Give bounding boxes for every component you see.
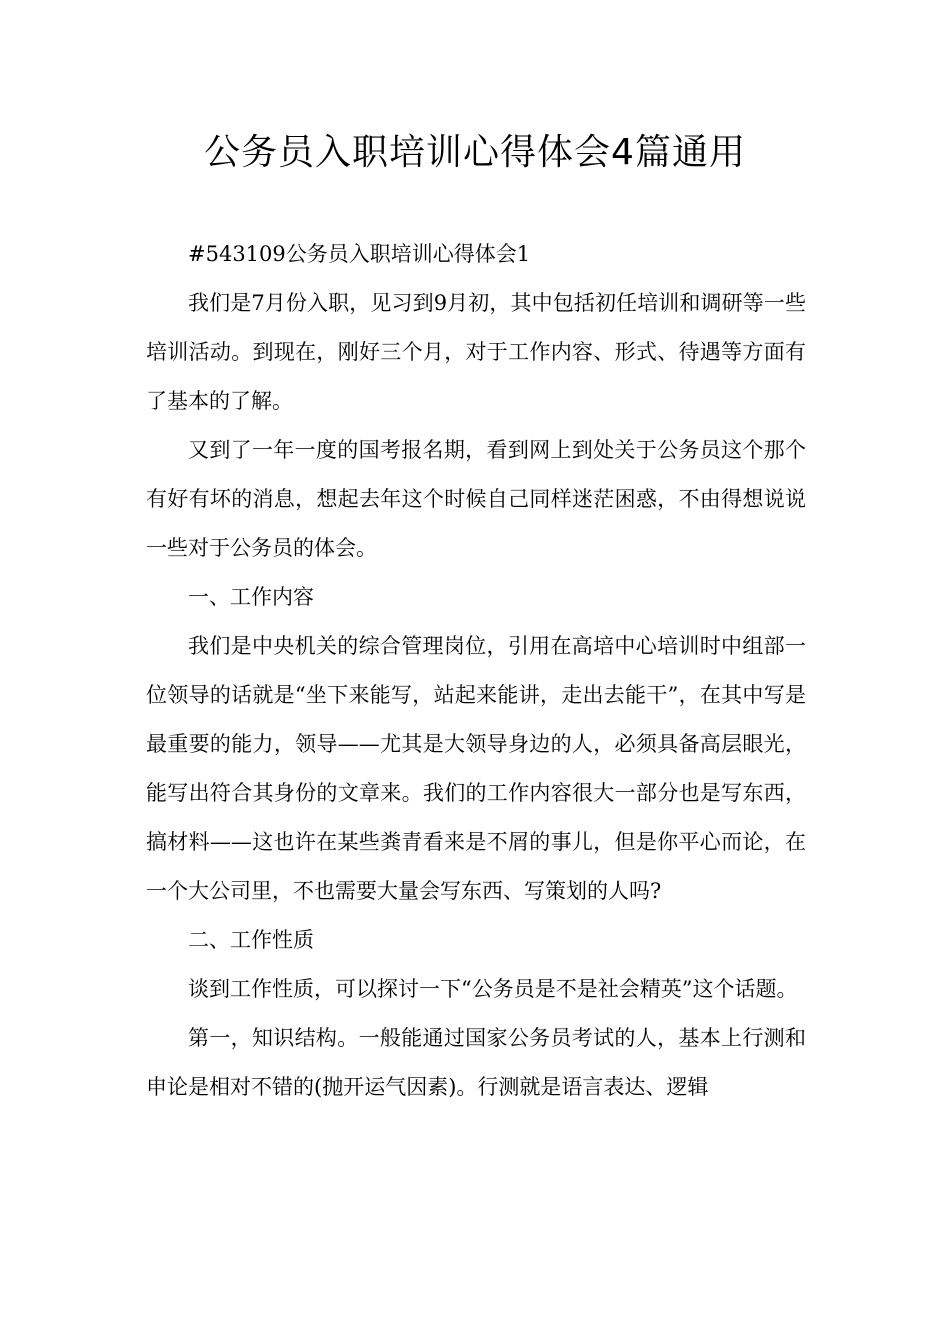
document-title: 公务员入职培训心得体会4篇通用 (204, 132, 746, 173)
section-heading: 二、工作性质 (188, 928, 314, 952)
paragraph: 第一，知识结构。一般能通过国家公务员考试的人，基本上行测和申论是相对不错的(抛开运气因素)。行测就是语言表达、逻辑 (146, 1026, 806, 1099)
paragraph: 谈到工作性质，可以探讨一下“公务员是不是社会精英”这个话题。 (188, 977, 798, 1001)
paragraph: 我们是中央机关的综合管理岗位，引用在高培中心培训时中组部一位领导的话就是“坐下来能写，站起来能讲，走出去能干”，在其中写是最重要的能力，领导——尤其是大领导身边的人，必须具备高层眼光，能写出符合其身份的文章来。我们的工作内容很大一部分也是写东西，搞材料——这也许在某些粪青看来是不屑的事儿，但是你平心而论，在一个大公司里，不也需要大量会写东西、写策划的人吗? (146, 634, 806, 903)
document-body (146, 230, 806, 1112)
section-heading: 一、工作内容 (188, 585, 314, 609)
paragraph: 我们是7月份入职，见习到9月初，其中包括初任培训和调研等一些培训活动。到现在，刚好三个月，对于工作内容、形式、待遇等方面有了基本的了解。 (146, 291, 806, 413)
paragraph: 又到了一年一度的国考报名期，看到网上到处关于公务员这个那个有好有坏的消息，想起去年这个时候自己同样迷茫困惑，不由得想说说一些对于公务员的体会。 (146, 438, 806, 560)
section-heading: #543109公务员入职培训心得体会1 (188, 242, 531, 266)
